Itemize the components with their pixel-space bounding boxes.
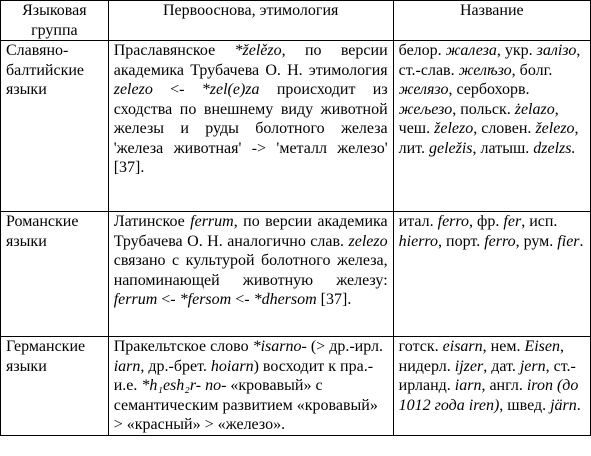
italic-term: *isarno- (252, 338, 307, 355)
text-run: «кровавый» с семантическим развитием «кровавый» > «красный» > «железо». (113, 377, 378, 433)
names-cell (393, 212, 590, 337)
text-run: (> др.-ирл. (306, 338, 383, 355)
text-run: , латыш. (472, 139, 534, 157)
header-row (1, 1, 591, 41)
italic-term: *želězo (234, 42, 282, 59)
italic-term: zelezo (113, 81, 153, 98)
text-run: Латинское (113, 213, 191, 230)
italic-term: желязо (398, 81, 449, 98)
text-run: ) восходит к пра.-и.е. (113, 357, 374, 394)
text-run: , чеш. (398, 100, 559, 137)
text-run: , англ. (481, 377, 527, 394)
text-run: связано с культурой болотного железа, напоминающей животную железу: (113, 252, 388, 289)
table-row (1, 41, 591, 212)
names-cell (393, 41, 590, 212)
italic-term: *fersom (179, 291, 232, 308)
text-run: , словен. (473, 120, 536, 137)
text-run: , сербохорв. (448, 81, 530, 98)
italic-term: żelazo (514, 100, 555, 118)
italic-term: zelezo (348, 232, 388, 250)
italic-term: fer (503, 213, 522, 230)
text-run: <- (231, 291, 254, 308)
italic-term: eisarn (442, 338, 483, 355)
italic-term: *h₁esh₂r- no- (141, 377, 227, 394)
header-etymology: Первооснова, этимология (108, 1, 393, 41)
italic-term: жалеза (445, 42, 497, 59)
italic-term: hoiarn (210, 357, 254, 375)
text-run: [37]. (316, 291, 352, 308)
text-run: , дат. (483, 357, 520, 375)
italic-term: dzelzs. (533, 139, 576, 157)
group-cell: Германские языки (1, 337, 109, 436)
text-run: <- (157, 291, 180, 308)
text-run: итал. (398, 213, 438, 230)
text-run: . (576, 396, 581, 414)
italic-term: желѣзо (458, 61, 512, 79)
header-group: Языковая группа (1, 1, 109, 41)
table-row (1, 337, 591, 436)
italic-term: *dhersom (253, 291, 317, 308)
italic-term: jern (519, 357, 546, 375)
italic-term: залізо (536, 42, 577, 59)
table-row (1, 212, 591, 337)
names-cell (393, 337, 590, 436)
italic-term: fier (557, 232, 580, 250)
italic-term: iarn (113, 357, 141, 375)
text-run: , ст.-слав. (398, 42, 581, 79)
header-name: Название (393, 1, 590, 41)
group-cell: Славяно-балтийские языки (1, 41, 109, 212)
text-run: , болг. (511, 61, 553, 79)
italic-term: ijzer (454, 357, 484, 375)
text-run: , лит. (398, 120, 579, 157)
text-run: , нем. (482, 338, 525, 355)
text-run: , рум. (515, 232, 558, 250)
italic-term: жељезо (398, 100, 453, 118)
etymology-cell (108, 212, 393, 337)
text-run: , исп. (521, 213, 558, 230)
italic-term: Eisen (524, 338, 560, 355)
italic-term: ferrum (113, 291, 158, 308)
italic-term: ferrum (190, 213, 234, 230)
text-run: , ст.-ирланд. (398, 357, 576, 394)
text-run: , порт. (438, 232, 485, 250)
etymology-cell (108, 337, 393, 436)
italic-term: železo (535, 120, 575, 137)
italic-term: ferro (437, 213, 470, 230)
italic-term: järn (550, 396, 577, 414)
italic-term: ferro (484, 232, 516, 250)
text-run: , по версии академика Трубачева О. Н. аналогично слав. (113, 213, 388, 250)
italic-term: geležis (428, 139, 473, 157)
text-run: , нидерл. (398, 338, 564, 375)
text-run: , польск. (452, 100, 515, 118)
text-run: готск. (398, 338, 443, 355)
italic-term: iron (до 1012 года iren) (398, 377, 579, 414)
italic-term: hierro (398, 232, 439, 250)
text-run: , укр. (496, 42, 537, 59)
group-cell: Романские языки (1, 212, 109, 337)
text-run: происходит из сходства по внешнему виду животной железы и руды болотного железа 'железа животная' -> 'металл железо' [37]. (113, 81, 388, 176)
italic-term: *zel(e)za (201, 81, 260, 98)
text-run: , др.-брет. (140, 357, 211, 375)
text-run: Праславянское (113, 42, 235, 59)
text-run: , швед. (499, 396, 551, 414)
text-run: , фр. (469, 213, 504, 230)
italic-term: železo (434, 120, 474, 137)
text-run: белор. (398, 42, 446, 59)
etymology-cell (108, 41, 393, 212)
text-run: . (579, 232, 584, 250)
text-run: <- (152, 81, 202, 98)
italic-term: iarn (454, 377, 482, 394)
text-run: Пракельтское слово (113, 338, 253, 355)
text-run: , по версии академика Трубачева О. Н. этимология (113, 42, 388, 79)
